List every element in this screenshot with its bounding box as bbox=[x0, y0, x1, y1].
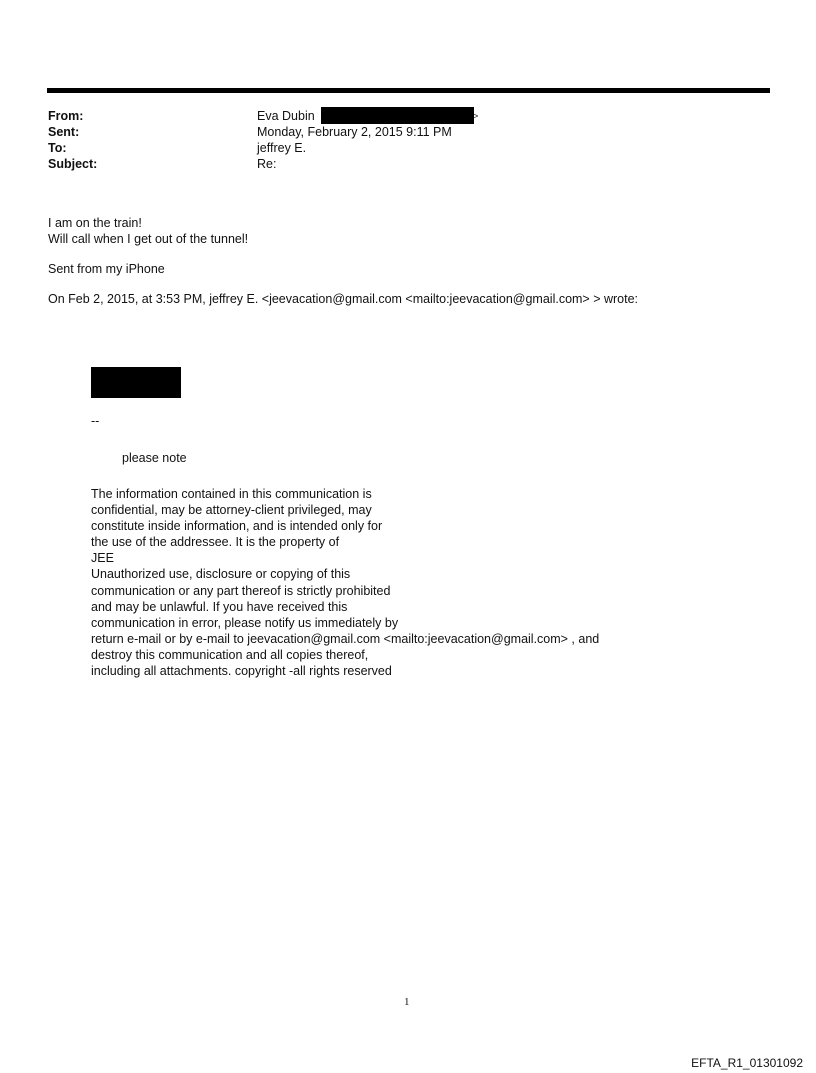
page-number: 1 bbox=[404, 996, 410, 1008]
disclaimer-line: communication in error, please notify us immediately by bbox=[91, 615, 399, 630]
quote-intro: On Feb 2, 2015, at 3:53 PM, jeffrey E. <jeevacation@gmail.com <mailto:jeevacation@gmail.com> > wrote: bbox=[48, 292, 639, 306]
body-line: I am on the train! bbox=[48, 216, 142, 230]
disclaimer-line: and may be unlawful. If you have received this bbox=[91, 599, 348, 614]
disclaimer-line: communication or any part thereof is strictly prohibited bbox=[91, 583, 391, 598]
to-label: To: bbox=[48, 141, 67, 155]
dashes: -- bbox=[91, 414, 100, 428]
please-note: please note bbox=[122, 451, 187, 465]
redaction-box bbox=[91, 367, 181, 398]
document-id: EFTA_R1_01301092 bbox=[691, 1056, 803, 1070]
sent-value: Monday, February 2, 2015 9:11 PM bbox=[257, 125, 452, 139]
from-trail: > bbox=[473, 111, 479, 121]
disclaimer-line: return e-mail or by e-mail to jeevacation@gmail.com <mailto:jeevacation@gmail.com> , and bbox=[91, 631, 600, 646]
to-value: jeffrey E. bbox=[257, 141, 307, 155]
disclaimer-line: Unauthorized use, disclosure or copying of this bbox=[91, 567, 351, 582]
disclaimer bbox=[91, 486, 599, 679]
signature: Sent from my iPhone bbox=[48, 262, 165, 276]
disclaimer-line: including all attachments. copyright -all rights reserved bbox=[91, 664, 392, 679]
disclaimer-line: the use of the addressee. It is the property of bbox=[91, 535, 340, 550]
disclaimer-line: confidential, may be attorney-client privileged, may bbox=[91, 503, 372, 518]
header-rule bbox=[47, 88, 770, 93]
disclaimer-line: The information contained in this communication is bbox=[91, 487, 372, 501]
body-line: Will call when I get out of the tunnel! bbox=[48, 232, 249, 246]
subject-value: Re: bbox=[257, 157, 277, 171]
disclaimer-line: constitute inside information, and is intended only for bbox=[91, 519, 383, 534]
disclaimer-line: destroy this communication and all copies thereof, bbox=[91, 647, 369, 662]
redaction-box bbox=[321, 107, 474, 124]
from-label: From: bbox=[48, 109, 84, 123]
disclaimer-line: JEE bbox=[91, 551, 114, 566]
from-value: Eva Dubin bbox=[257, 109, 315, 123]
sent-label: Sent: bbox=[48, 125, 80, 139]
subject-label: Subject: bbox=[48, 157, 98, 171]
